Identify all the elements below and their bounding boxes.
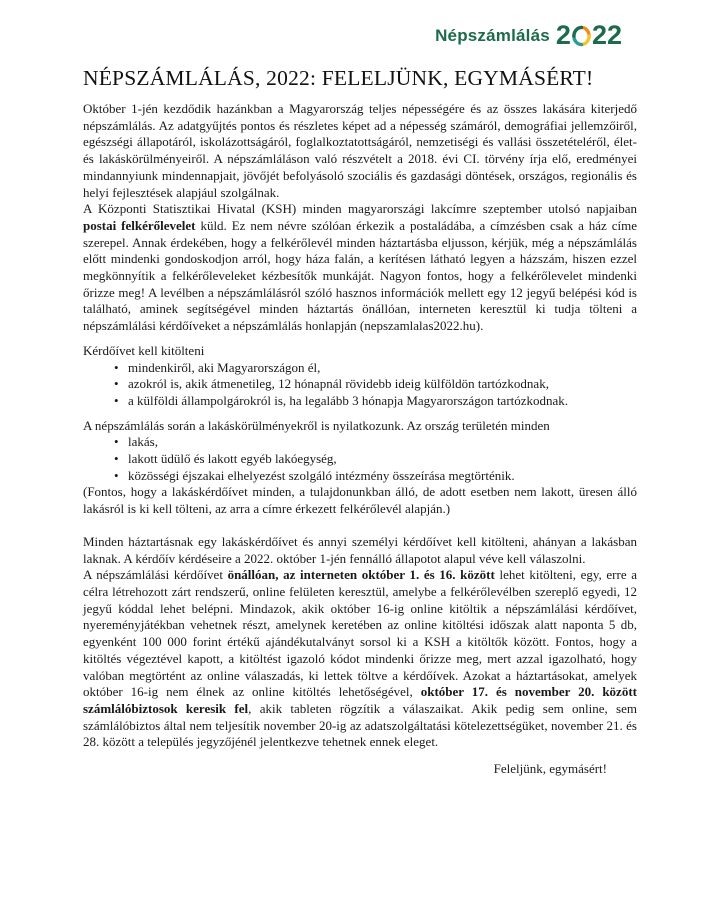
- list-item: • mindenkiről, aki Magyarországon él,: [128, 360, 637, 377]
- document-body: [83, 66, 637, 777]
- nepszamlalas-logo: [435, 22, 622, 49]
- list-item: • lakott üdülő és lakott egyéb lakóegység,: [128, 451, 637, 468]
- list-item: • közösségi éjszakai elhelyezést szolgáló intézmény összeírása megtörténik.: [128, 468, 637, 485]
- page-title: NÉPSZÁMLÁLÁS, 2022: FELELJÜNK, EGYMÁSÉRT!: [83, 66, 594, 90]
- logo-text: Népszámlálás: [435, 25, 550, 45]
- online-text-a: A népszámlálási kérdőívet: [83, 567, 228, 583]
- logo-year-digits-end: 22: [591, 20, 622, 50]
- postal-letter-highlight: postai felkérőlevelet: [83, 217, 196, 233]
- list-item: • lakás,: [128, 434, 637, 451]
- questionnaire-list: [83, 360, 637, 410]
- logo-year: [556, 22, 622, 49]
- household-paragraph: Minden háztartásnak egy lakáskérdőívet és annyi személyi kérdőívet kell kitölteni, ahányan a lakásban laknak. A kérdőív kérdéseire a 2022. október 1-jén fennálló állapotot alapul véve kell válaszolni.: [83, 533, 637, 566]
- signoff: Feleljünk, egymásért!: [493, 761, 607, 777]
- online-fill-paragraph: [83, 567, 637, 751]
- list-item: • azokról is, akik átmenetileg, 12 hónapnál rövidebb ideig külföldön tartózkodnak,: [128, 376, 637, 393]
- logo-ring-icon: [572, 25, 591, 47]
- housing-list: [83, 434, 637, 484]
- housing-list-intro: A népszámlálás során a lakáskörülményekről is nyilatkozunk. Az ország területén minden: [83, 417, 550, 433]
- intro-paragraph: Október 1-jén kezdődik hazánkban a Magyarország teljes népességére és az összes lakására kiterjedő népszámlálás. Az adatgyűjtés pontos és részletes képet ad a népesség számáról, demográfiai jellemzőiről, egészségi állapotáról, iskolázottságáról, foglalkoztatottságáról, nemzetiségi és vallási összetételéről, élet- és lakáskörülményeiről. A népszámláláson való részvételt a 2018. évi CI. törvény írja elő, eredményei mindannyiunk mindennapjait, jövőjét befolyásoló szociális és gazdasági döntések, országos, regionális és helyi fejlesztések alapjául szolgálnak.: [83, 101, 637, 200]
- enumerator-highlight: október 17. és november 20. között számlálóbiztosok keresik fel: [83, 684, 637, 716]
- logo-year-digit: 2: [555, 20, 571, 50]
- online-highlight: önállóan, az interneten október 1. és 16. között: [227, 567, 495, 583]
- online-text-e: , akik tableten rögzítik a válaszaikat. Akik pedig sem online, sem számlálóbiztos által nem teljesítik november 20-ig az adatszolgáltatási kötelezettségüket, november 21. és 28. között a település jegyzőjénél jelentkezve tehetnek ennek eleget.: [83, 700, 637, 750]
- postal-letter-text-c: küld. Ez nem névre szólóan érkezik a postaládába, a címzésben csak a ház címe szerepel. Annak érdekében, hogy a felkérőlevél minden háztartásba eljusson, kérjük, még a népszámlálás előtt mindenki gondoskodjon arról, hogy háza falán, a kerítésen látható legyen a házszám, hiszen ezzel megkönnyítik a felkérőleveleket kézbesítők munkáját. Nagyon fontos, hogy a felkérőlevelet mindenki őrizze meg! A levélben a népszámlálásról szóló hasznos információk mellett egy 12 jegyű belépési kód is található, aminek segítségével minden háztartás önállóan, interneten keresztül ki tudja tölteni a népszámlálási kérdőíveket a népszámlálás honlapján (nepszamlalas2022.hu).: [83, 217, 637, 334]
- postal-letter-paragraph: [83, 201, 637, 335]
- list-item: • a külföldi állampolgárokról is, ha legalább 3 hónapja Magyarországon tartózkodnak.: [128, 393, 637, 410]
- questionnaire-list-intro: Kérdőívet kell kitölteni: [83, 342, 205, 358]
- housing-note: (Fontos, hogy a lakáskérdőívet minden, a tulajdonunkban álló, de adott esetben nem lakott, üresen álló lakásról is ki kell tölteni, az arra a címre érkezett felkérőlevél alapján.): [83, 484, 637, 517]
- postal-letter-text-a: A Központi Statisztikai Hivatal (KSH) minden magyarországi lakcímre szeptember utolsó napjaiban: [83, 201, 637, 217]
- online-text-c: lehet kitölteni, egy, erre a célra létrehozott zárt rendszerű, online felületen keresztül, amelybe a felkérőlevélben szereplő egyedi, 12 jegyű kóddal lehet belépni. Mindazok, akik október 16-ig online kitöltik a népszámlálási kérdőívet, nyereményjátékban vehetnek részt, amelynek keretében az online kitöltési időszak alatt naponta 5 db, egyenként 100 000 forint értékű ajándékutalványt sorsol ki a KSH a kitöltők között. Fontos, hogy a kitöltés végeztével kapott, a kitöltést igazoló kódot mindenki őrizze meg, mert azzal igazolható, hogy valóban megtörtént az online válaszadás, ki lettek töltve a kérdőívek. Azokat a háztartásokat, amelyek október 16-ig nem élnek az online kitöltés lehetőségével,: [83, 567, 637, 700]
